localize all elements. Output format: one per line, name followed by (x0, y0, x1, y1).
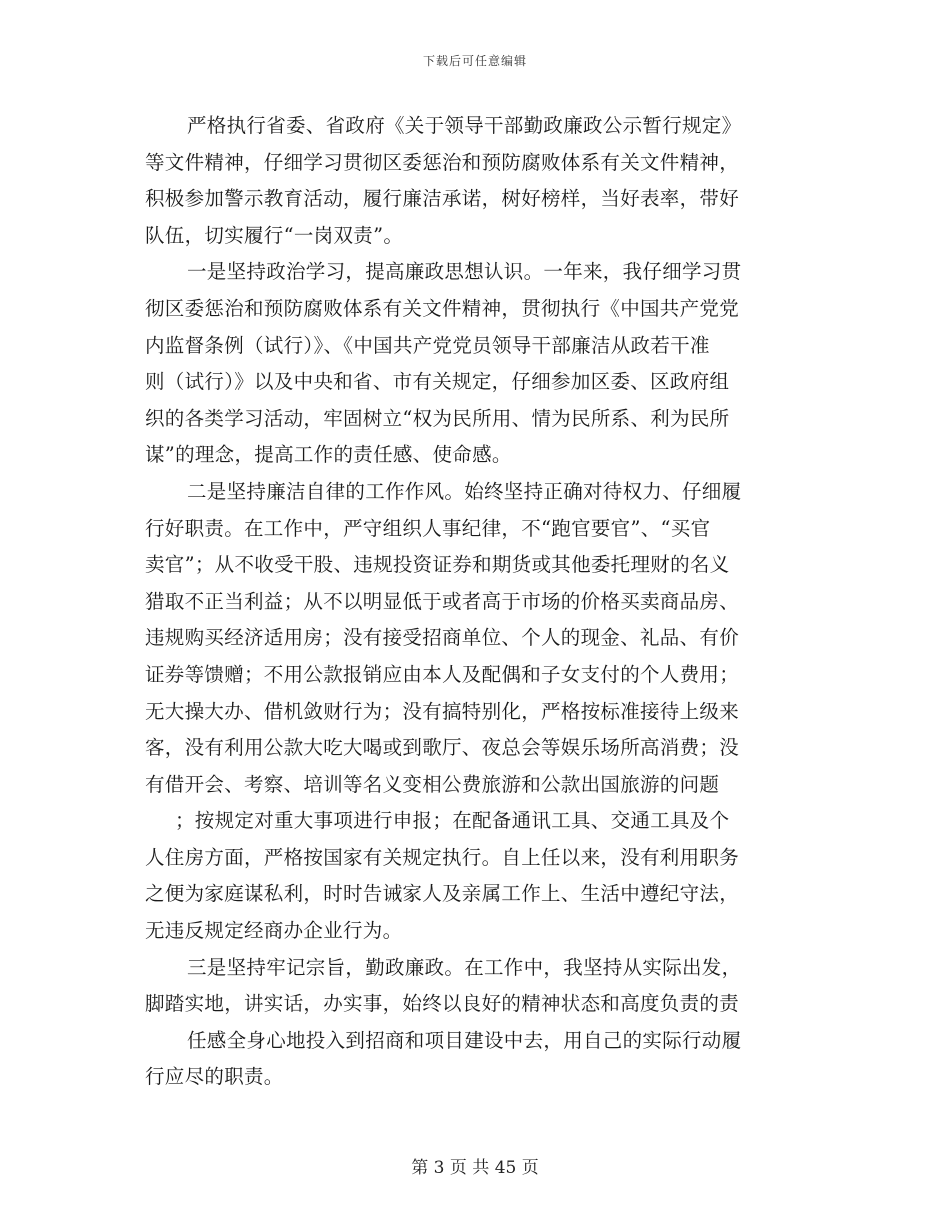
text-line: 彻区委惩治和预防腐败体系有关文件精神，贯彻执行《中国共产党党 (145, 296, 740, 320)
text-line: 行应尽的职责。 (145, 1065, 284, 1089)
text-line: 脚踏实地，讲实话，办实事，始终以良好的精神状态和高度负责的责 (145, 992, 740, 1016)
text-line: 则（试行）》以及中央和省、市有关规定，仔细参加区委、区政府组 (145, 370, 730, 394)
text-line: 客，没有利用公款大吃大喝或到歌厅、夜总会等娱乐场所高消费；没 (145, 736, 740, 760)
text-line: ；按规定对重大事项进行申报；在配备通讯工具、交通工具及个 (175, 809, 730, 833)
text-line: 有借开会、考察、培训等名义变相公费旅游和公款出国旅游的问题 (145, 772, 720, 796)
text-line: 猎取不正当利益；从不以明显低于或者高于市场的价格买卖商品房、 (145, 589, 740, 613)
page-number-footer: 第 3 页 共 45 页 (411, 1158, 539, 1178)
text-line: 违规购买经济适用房；没有接受招商单位、个人的现金、礼品、有价 (145, 626, 740, 650)
text-line: 之便为家庭谋私利，时时告诫家人及亲属工作上、生活中遵纪守法， (145, 882, 740, 906)
document-body (145, 108, 805, 1096)
text-line: 积极参加警示教育活动，履行廉洁承诺，树好榜样，当好表率，带好 (145, 187, 740, 211)
text-line: 谋”的理念，提高工作的责任感、使命感。 (145, 443, 512, 467)
text-line: 无违反规定经商办企业行为。 (145, 919, 403, 943)
text-line: 无大操大办、借机敛财行为；没有搞特别化，严格按标准接待上级来 (145, 699, 740, 723)
text-line: 二是坚持廉洁自律的工作作风。始终坚持正确对待权力、仔细履 (187, 479, 742, 503)
text-line: 严格执行省委、省政府《关于领导干部勤政廉政公示暂行规定》 (187, 114, 742, 137)
text-line: 内监督条例（试行）》、《中国共产党党员领导干部廉洁从政若干准 (145, 333, 710, 357)
page-header: 下载后可任意编辑 (422, 54, 527, 68)
text-line: 任感全身心地投入到招商和项目建设中去，用自己的实际行动履 (187, 1028, 742, 1052)
text-line: 织的各类学习活动，牢固树立“权为民所用、情为民所系、利为民所 (145, 406, 730, 430)
text-line: 等文件精神，仔细学习贯彻区委惩治和预防腐败体系有关文件精神， (145, 150, 740, 174)
text-line: 行好职责。在工作中，严守组织人事纪律，不“跑官要官”、“买官 (145, 516, 711, 540)
text-line: 队伍，切实履行“一岗双责”。 (145, 223, 404, 247)
text-line: 三是坚持牢记宗旨，勤政廉政。在工作中，我坚持从实际出发， (187, 955, 742, 979)
text-line: 卖官”；从不收受干股、违规投资证券和期货或其他委托理财的名义 (145, 553, 730, 577)
text-line: 人住房方面，严格按国家有关规定执行。自上任以来，没有利用职务 (145, 845, 740, 869)
text-line: 证券等馈赠；不用公款报销应由本人及配偶和子女支付的个人费用； (145, 662, 740, 686)
text-line: 一是坚持政治学习，提高廉政思想认识。一年来，我仔细学习贯 (187, 260, 742, 284)
